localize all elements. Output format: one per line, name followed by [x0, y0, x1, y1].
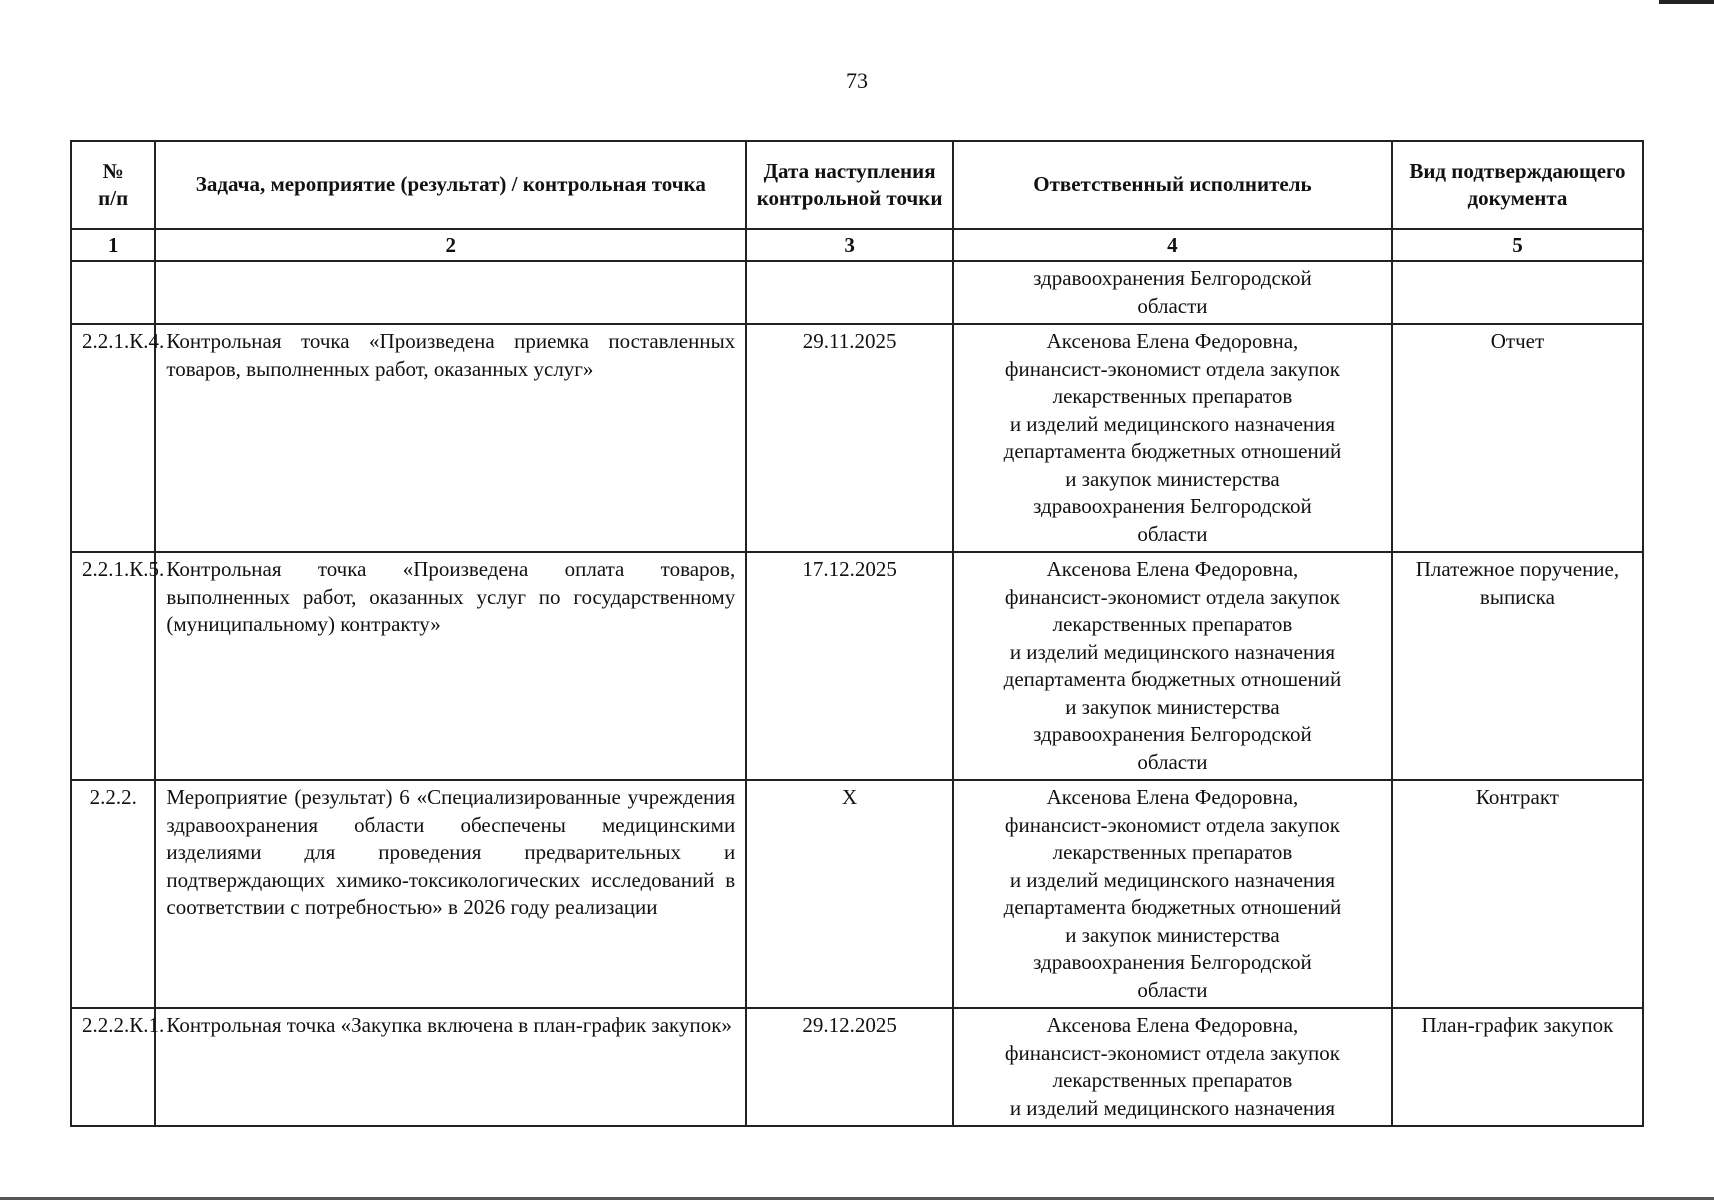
- table-row: [71, 261, 1643, 324]
- row-code: 2.2.1.К.5.: [71, 552, 155, 780]
- executor-line: финансист-экономист отдела закупок: [1004, 1040, 1340, 1065]
- executor-line: Аксенова Елена Федоровна,: [1046, 785, 1299, 809]
- row-document: Платежное поручение, выписка: [1392, 552, 1643, 780]
- row-executor: [953, 780, 1392, 1008]
- executor-line: Аксенова Елена Федоровна,: [1046, 1013, 1299, 1037]
- executor-line: области: [1137, 521, 1208, 546]
- row-task: Контрольная точка «Произведена оплата товаров, выполненных работ, оказанных услуг по государственному (муниципальному) контракту»: [155, 552, 746, 780]
- executor-line: лекарственных препаратов: [1052, 384, 1293, 408]
- executor-line: лекарственных препаратов: [1052, 1068, 1293, 1092]
- row-code: [71, 261, 155, 324]
- executor-line: области: [1137, 293, 1208, 318]
- row-code: 2.2.2.К.1.: [71, 1008, 155, 1126]
- row-document: [1392, 261, 1643, 324]
- page-number: 73: [846, 68, 868, 93]
- column-number: 3: [746, 229, 953, 261]
- header-date: Дата наступления контрольной точки: [746, 141, 953, 229]
- executor-line: и изделий медицинского назначения: [1009, 411, 1336, 436]
- row-date: [746, 261, 953, 324]
- row-task: Контрольная точка «Произведена приемка поставленных товаров, выполненных работ, оказанных услуг»: [155, 324, 746, 552]
- header-document: Вид подтверждающего документа: [1392, 141, 1643, 229]
- executor-line: и изделий медицинского назначения: [1009, 867, 1336, 892]
- executor-line: Аксенова Елена Федоровна,: [1046, 329, 1299, 353]
- header-row: [71, 141, 1643, 229]
- row-date: 29.11.2025: [746, 324, 953, 552]
- row-document: Контракт: [1392, 780, 1643, 1008]
- control-points-table: [70, 140, 1644, 1127]
- table-row: [71, 1008, 1643, 1126]
- row-executor: [953, 552, 1392, 780]
- executor-line: лекарственных препаратов: [1052, 612, 1293, 636]
- row-task: [155, 261, 746, 324]
- executor-line: департамента бюджетных отношений: [1003, 439, 1342, 463]
- header-task: Задача, мероприятие (результат) / контрольная точка: [155, 141, 746, 229]
- row-executor: [953, 261, 1392, 324]
- executor-line: здравоохранения Белгородской: [1033, 266, 1312, 290]
- row-code: 2.2.2.: [71, 780, 155, 1008]
- executor-line: здравоохранения Белгородской: [1033, 950, 1312, 974]
- header-number: № п/п: [71, 141, 155, 229]
- scan-edge-mark: [1659, 0, 1714, 4]
- column-number: 5: [1392, 229, 1643, 261]
- table-row: [71, 552, 1643, 780]
- executor-line: здравоохранения Белгородской: [1033, 494, 1312, 518]
- executor-line: области: [1137, 749, 1208, 774]
- row-executor: [953, 1008, 1392, 1126]
- executor-line: здравоохранения Белгородской: [1033, 722, 1312, 746]
- executor-line: департамента бюджетных отношений: [1003, 667, 1342, 691]
- table-row: [71, 324, 1643, 552]
- row-task: Контрольная точка «Закупка включена в план-график закупок»: [155, 1008, 746, 1126]
- row-date: 29.12.2025: [746, 1008, 953, 1126]
- executor-line: департамента бюджетных отношений: [1003, 895, 1342, 919]
- table-row: [71, 780, 1643, 1008]
- executor-line: финансист-экономист отдела закупок: [1004, 812, 1340, 837]
- column-number: 2: [155, 229, 746, 261]
- row-date: X: [746, 780, 953, 1008]
- row-code: 2.2.1.К.4.: [71, 324, 155, 552]
- executor-line: финансист-экономист отдела закупок: [1004, 584, 1340, 609]
- header-executor: Ответственный исполнитель: [953, 141, 1392, 229]
- executor-line: финансист-экономист отдела закупок: [1004, 356, 1340, 381]
- executor-line: Аксенова Елена Федоровна,: [1046, 557, 1299, 581]
- row-executor: [953, 324, 1392, 552]
- executor-line: и изделий медицинского назначения: [1009, 1095, 1336, 1120]
- row-document: Отчет: [1392, 324, 1643, 552]
- executor-line: и изделий медицинского назначения: [1009, 639, 1336, 664]
- executor-line: и закупок министерства: [1065, 694, 1280, 719]
- column-number-row: [71, 229, 1643, 261]
- row-date: 17.12.2025: [746, 552, 953, 780]
- row-task: Мероприятие (результат) 6 «Специализированные учреждения здравоохранения области обеспечены медицинскими изделиями для проведения предварительных и подтверждающих химико-токсикологических исследований в соответствии с потребностью» в 2026 году реализации: [155, 780, 746, 1008]
- executor-line: и закупок министерства: [1065, 466, 1280, 491]
- executor-line: и закупок министерства: [1065, 922, 1280, 947]
- executor-line: лекарственных препаратов: [1052, 840, 1293, 864]
- column-number: 1: [71, 229, 155, 261]
- row-document: План-график закупок: [1392, 1008, 1643, 1126]
- column-number: 4: [953, 229, 1392, 261]
- executor-line: области: [1137, 977, 1208, 1002]
